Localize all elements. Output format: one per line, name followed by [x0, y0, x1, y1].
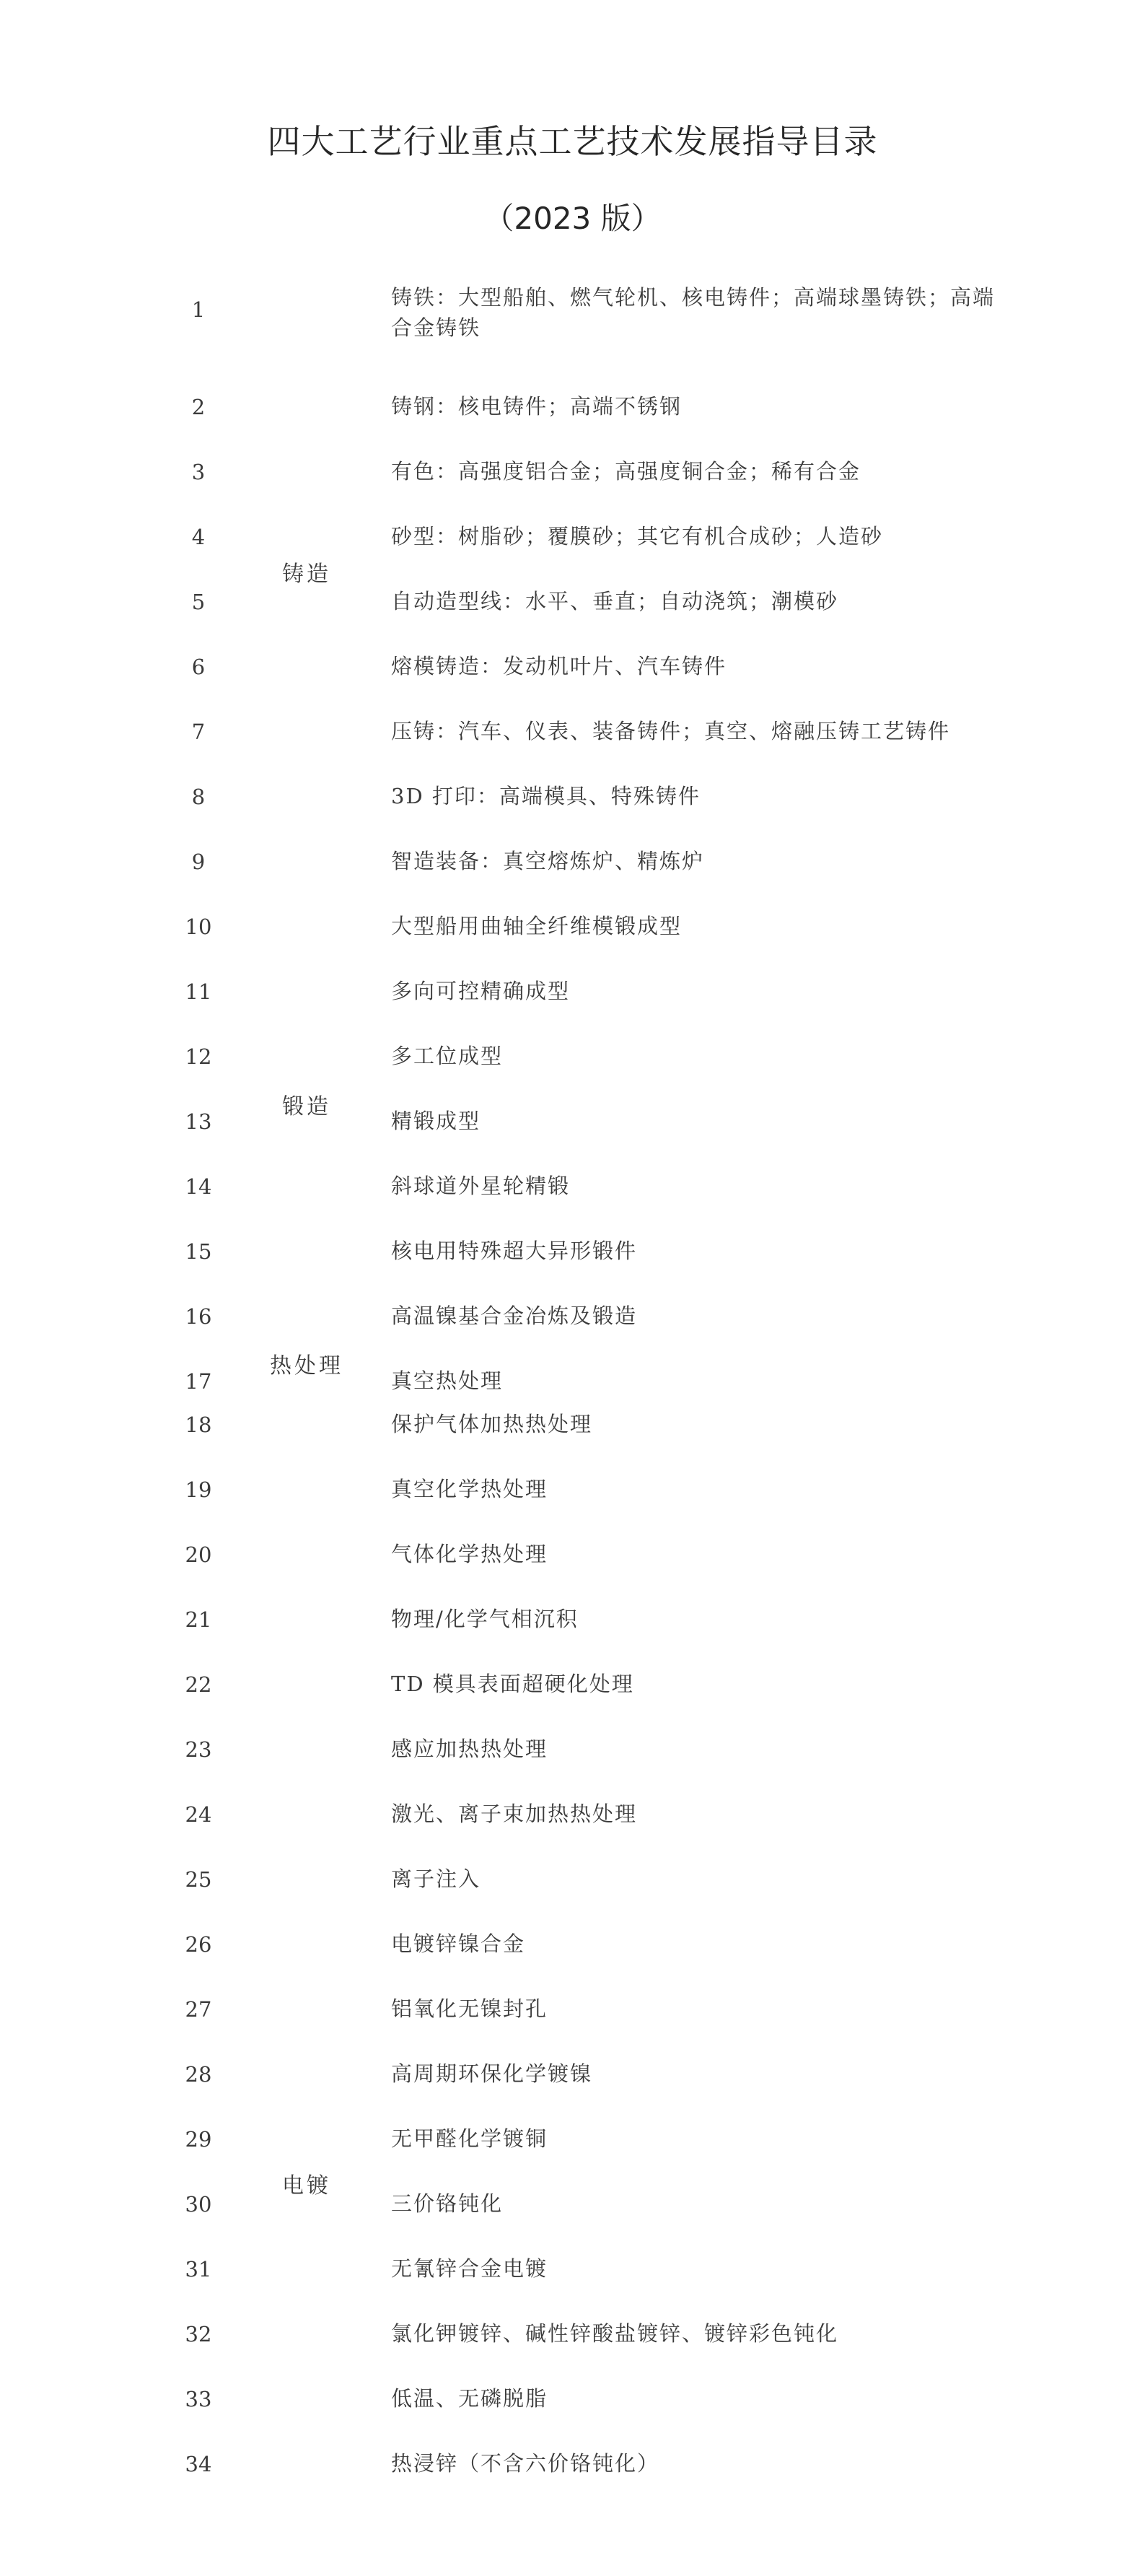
row-number: 16 — [185, 1304, 212, 1329]
row-item-text: 低温、无磷脱脂 — [391, 2386, 548, 2411]
category-heat-treatment: 热处理 — [270, 1353, 343, 1379]
row-number: 10 — [185, 914, 212, 939]
row-item-text: TD 模具表面超硬化处理 — [391, 1672, 634, 1696]
row-number: 4 — [191, 525, 206, 549]
row-item-text: 电镀锌镍合金 — [391, 1931, 526, 1956]
row-item-text: 真空热处理 — [391, 1368, 504, 1393]
row-item-text: 多工位成型 — [391, 1044, 504, 1068]
row-item-text: 铝氧化无镍封孔 — [391, 1996, 548, 2021]
row-number: 11 — [185, 979, 212, 1004]
row-number: 21 — [185, 1607, 212, 1632]
row-item-text: 智造装备：真空熔炼炉、精炼炉 — [391, 849, 705, 873]
row-item-text: 铸铁：大型船舶、燃气轮机、核电铸件；高端球墨铸铁；高端合金铸铁 — [391, 285, 996, 340]
row-item-text: 物理/化学气相沉积 — [391, 1607, 579, 1631]
row-number: 27 — [185, 1997, 212, 2022]
row-item-text: 砂型：树脂砂；覆膜砂；其它有机合成砂；人造砂 — [391, 524, 884, 549]
row-number: 3 — [191, 460, 206, 484]
row-number: 24 — [185, 1802, 212, 1827]
row-number: 13 — [185, 1109, 212, 1134]
row-item-text: 铸钢：核电铸件；高端不锈钢 — [391, 394, 683, 419]
row-number: 23 — [185, 1737, 212, 1762]
row-item-text: 压铸：汽车、仪表、装备铸件；真空、熔融压铸工艺铸件 — [391, 719, 951, 743]
row-item-text: 无氰锌合金电镀 — [391, 2256, 548, 2281]
row-item-text: 真空化学热处理 — [391, 1477, 548, 1501]
row-number: 7 — [191, 720, 206, 744]
row-number: 31 — [185, 2257, 212, 2282]
row-number: 12 — [185, 1044, 212, 1069]
row-number: 32 — [185, 2322, 212, 2346]
row-item-text: 3D 打印：高端模具、特殊铸件 — [391, 784, 701, 808]
row-item-text: 氯化钾镀锌、碱性锌酸盐镀锌、镀锌彩色钝化 — [391, 2321, 839, 2346]
row-number: 6 — [191, 655, 206, 679]
row-number: 14 — [185, 1174, 212, 1199]
row-item-text: 高周期环保化学镀镍 — [391, 2061, 593, 2086]
row-number: 28 — [185, 2062, 212, 2087]
row-number: 22 — [185, 1672, 212, 1697]
category-electroplating: 电镀 — [282, 2173, 331, 2199]
page-title: 四大工艺行业重点工艺技术发展指导目录 — [267, 122, 878, 161]
row-number: 34 — [185, 2452, 212, 2476]
page-subtitle: （2023 版） — [483, 201, 662, 236]
row-item-text: 精锻成型 — [391, 1109, 481, 1133]
row-number: 17 — [185, 1369, 212, 1394]
row-item-text: 激光、离子束加热热处理 — [391, 1802, 638, 1826]
row-number: 9 — [191, 850, 206, 874]
row-item-text: 熔模铸造：发动机叶片、汽车铸件 — [391, 654, 727, 678]
row-item-text: 气体化学热处理 — [391, 1542, 548, 1566]
row-item-text: 核电用特殊超大异形锻件 — [391, 1239, 638, 1263]
category-forging: 锻造 — [282, 1094, 331, 1119]
row-number: 30 — [185, 2192, 212, 2217]
row-number: 18 — [185, 1413, 212, 1437]
row-item-text: 三价铬钝化 — [391, 2191, 504, 2216]
row-item-text: 多向可控精确成型 — [391, 979, 571, 1003]
row-number: 8 — [191, 785, 206, 809]
row-item-text: 感应加热热处理 — [391, 1737, 548, 1761]
row-number: 15 — [185, 1239, 212, 1264]
row-item-text: 高温镍基合金冶炼及锻造 — [391, 1304, 638, 1328]
row-item-text: 热浸锌（不含六价铬钝化） — [391, 2451, 660, 2476]
row-number: 26 — [185, 1932, 212, 1957]
row-number: 2 — [191, 395, 206, 419]
row-number: 33 — [185, 2387, 212, 2411]
row-number: 20 — [185, 1542, 212, 1567]
row-number: 1 — [191, 297, 206, 322]
row-item-text: 大型船用曲轴全纤维模锻成型 — [391, 914, 683, 938]
category-casting: 铸造 — [282, 562, 331, 587]
row-item-text: 保护气体加热热处理 — [391, 1412, 593, 1436]
row-number: 5 — [191, 590, 206, 614]
row-item-text: 自动造型线：水平、垂直；自动浇筑；潮模砂 — [391, 589, 839, 614]
row-item-text: 离子注入 — [391, 1866, 481, 1891]
row-number: 19 — [185, 1477, 212, 1502]
row-number: 29 — [185, 2127, 212, 2152]
row-item-text: 有色：高强度铝合金；高强度铜合金；稀有合金 — [391, 459, 861, 484]
row-number: 25 — [185, 1867, 212, 1892]
row-item-text: 斜球道外星轮精锻 — [391, 1174, 571, 1198]
row-item-text: 无甲醛化学镀铜 — [391, 2126, 548, 2151]
